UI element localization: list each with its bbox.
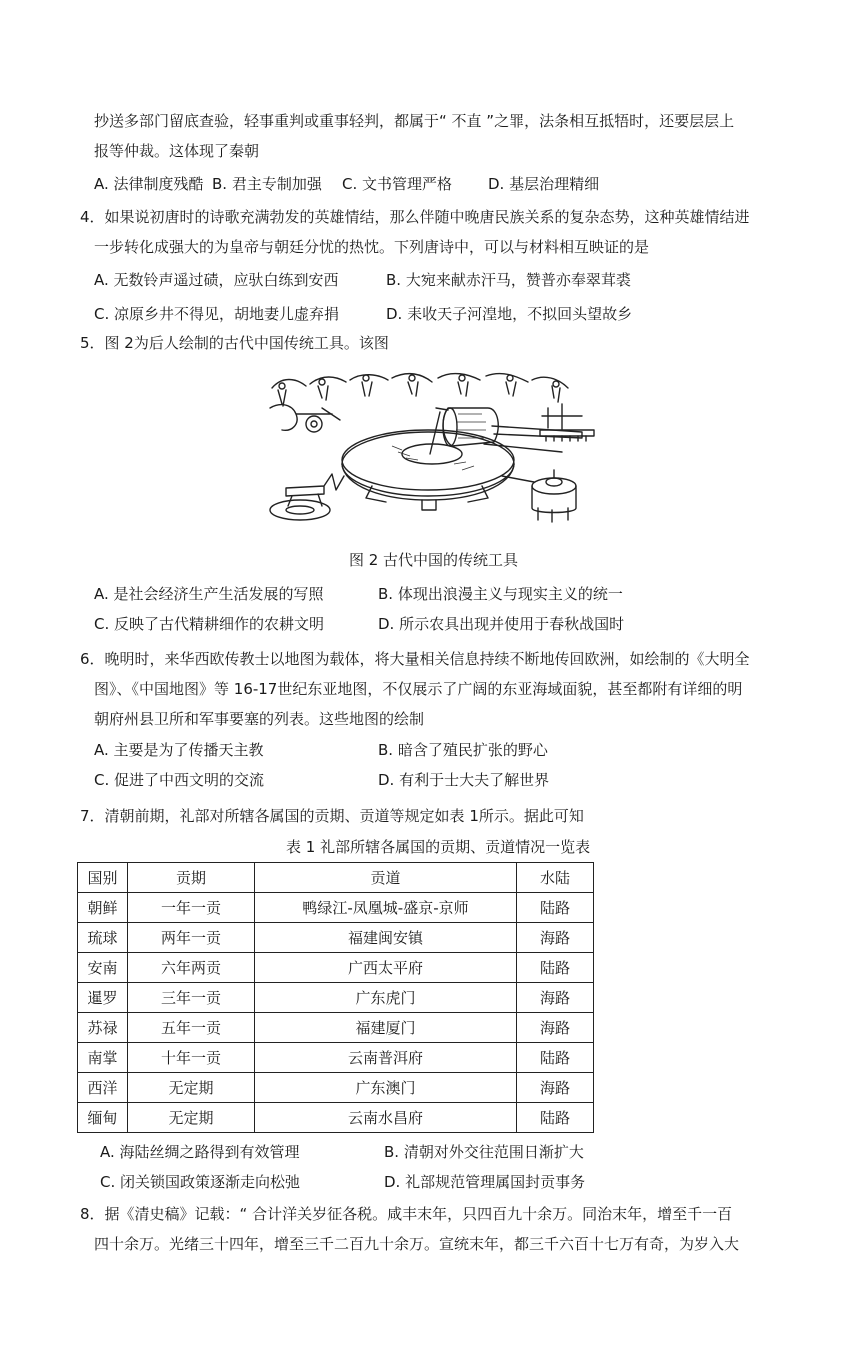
table-cell: 暹罗 <box>78 983 128 1013</box>
table-cell: 广西太平府 <box>255 953 517 983</box>
q4-option-a: A. 无数铃声遥过碛，应驮白练到安西 <box>94 271 339 289</box>
table-cell: 云南普洱府 <box>255 1043 517 1073</box>
header-cell: 贡道 <box>255 863 517 893</box>
table-row <box>78 953 594 983</box>
q5-stem-line: 5．图 2为后人绘制的古代中国传统工具。该图 <box>80 334 389 352</box>
table-cell: 无定期 <box>128 1103 255 1133</box>
q3-stem-line: 报等仲裁。这体现了秦朝 <box>94 142 260 160</box>
q6-stem-line: 朝府州县卫所和军事要塞的列表。这些地图的绘制 <box>94 710 425 728</box>
q3-stem-line: 抄送多部门留底查验，轻事重判或重事轻判，都属于“ 不直 ”之罪，法条相互抵牾时，还要层层上 <box>94 112 735 130</box>
table-cell: 陆路 <box>517 893 594 923</box>
q8-stem-line: 四十余万。光绪三十四年，增至三千二百九十余万。宣统末年，都三千六百十七万有奇，为岁入大 <box>94 1235 740 1253</box>
table-cell: 广东澳门 <box>255 1073 517 1103</box>
table-cell: 海路 <box>517 983 594 1013</box>
table-cell: 云南水昌府 <box>255 1103 517 1133</box>
table-cell: 琉球 <box>78 923 128 953</box>
tribute-table <box>77 862 594 1133</box>
q3-option-b: B. 君主专制加强 <box>212 175 322 193</box>
table-row <box>78 893 594 923</box>
q7-option-d: D. 礼部规范管理属国封贡事务 <box>384 1173 586 1191</box>
q3-option-c: C. 文书管理严格 <box>342 175 453 193</box>
header-cell: 贡期 <box>128 863 255 893</box>
traditional-tools-illustration <box>262 368 604 534</box>
table-cell: 陆路 <box>517 1043 594 1073</box>
table-cell: 南掌 <box>78 1043 128 1073</box>
table-cell: 六年两贡 <box>128 953 255 983</box>
q5-option-b: B. 体现出浪漫主义与现实主义的统一 <box>378 585 623 603</box>
table-row <box>78 1103 594 1133</box>
q6-option-d: D. 有利于士大夫了解世界 <box>378 771 550 789</box>
q6-option-c: C. 促进了中西文明的交流 <box>94 771 265 789</box>
table-caption: 表 1 礼部所辖各属国的贡期、贡道情况一览表 <box>286 838 591 856</box>
figure-caption: 图 2 古代中国的传统工具 <box>348 551 519 569</box>
q6-stem-line: 6．晚明时，来华西欧传教士以地图为载体，将大量相关信息持续不断地传回欧洲，如绘制的《大明全 <box>80 650 750 668</box>
q7-stem-line: 7．清朝前期，礼部对所辖各属国的贡期、贡道等规定如表 1所示。据此可知 <box>80 807 584 825</box>
q4-stem-line: 一步转化成强大的为皇帝与朝廷分忧的热忱。下列唐诗中，可以与材料相互映证的是 <box>94 238 650 256</box>
table-cell: 三年一贡 <box>128 983 255 1013</box>
header-cell: 水陆 <box>517 863 594 893</box>
table-cell: 缅甸 <box>78 1103 128 1133</box>
table-cell: 五年一贡 <box>128 1013 255 1043</box>
table-cell: 海路 <box>517 1073 594 1103</box>
table-cell: 鸭绿江-凤凰城-盛京-京师 <box>255 893 517 923</box>
table-header-row <box>78 863 594 893</box>
table-cell: 一年一贡 <box>128 893 255 923</box>
q7-option-b: B. 清朝对外交往范围日渐扩大 <box>384 1143 584 1161</box>
table-row <box>78 1073 594 1103</box>
q4-option-c: C. 凉原乡井不得见，胡地妻儿虚弃捐 <box>94 305 340 323</box>
table-cell: 广东虎门 <box>255 983 517 1013</box>
table-row <box>78 923 594 953</box>
q3-option-a: A. 法律制度残酷 <box>94 175 204 193</box>
table-cell: 安南 <box>78 953 128 983</box>
q6-stem-line: 图》、《中国地图》等 16-17世纪东亚地图，不仅展示了广阔的东亚海域面貌，甚至都附有详细的明 <box>94 680 743 698</box>
table-row <box>78 1013 594 1043</box>
table-row <box>78 1043 594 1073</box>
table-cell: 十年一贡 <box>128 1043 255 1073</box>
q6-option-a: A. 主要是为了传播天主教 <box>94 741 264 759</box>
table-cell: 陆路 <box>517 953 594 983</box>
table-cell: 苏禄 <box>78 1013 128 1043</box>
table-cell: 海路 <box>517 923 594 953</box>
table-cell: 朝鲜 <box>78 893 128 923</box>
q7-option-a: A. 海陆丝绸之路得到有效管理 <box>100 1143 300 1161</box>
table-cell: 福建厦门 <box>255 1013 517 1043</box>
q5-option-d: D. 所示农具出现并使用于春秋战国时 <box>378 615 625 633</box>
q8-stem-line: 8．据《清史稿》记载：“ 合计洋关岁征各税。咸丰末年，只四百九十余万。同治末年，增至千一百 <box>80 1205 733 1223</box>
q4-option-b: B. 大宛来献赤汗马，赞普亦奉翠茸裘 <box>386 271 631 289</box>
table-cell: 福建闽安镇 <box>255 923 517 953</box>
q6-option-b: B. 暗含了殖民扩张的野心 <box>378 741 548 759</box>
q4-stem-line: 4．如果说初唐时的诗歌充满勃发的英雄情结，那么伴随中晚唐民族关系的复杂态势，这种英雄情结进 <box>80 208 750 226</box>
table-cell: 西洋 <box>78 1073 128 1103</box>
table-cell: 海路 <box>517 1013 594 1043</box>
q7-option-c: C. 闭关锁国政策逐渐走向松弛 <box>100 1173 301 1191</box>
q3-option-d: D. 基层治理精细 <box>488 175 600 193</box>
table-cell: 无定期 <box>128 1073 255 1103</box>
table-row <box>78 983 594 1013</box>
table-cell: 两年一贡 <box>128 923 255 953</box>
q5-option-c: C. 反映了古代精耕细作的农耕文明 <box>94 615 325 633</box>
table-cell: 陆路 <box>517 1103 594 1133</box>
q5-option-a: A. 是社会经济生产生活发展的写照 <box>94 585 324 603</box>
header-cell: 国别 <box>78 863 128 893</box>
q4-option-d: D. 耒收天子河湟地，不拟回头望故乡 <box>386 305 633 323</box>
